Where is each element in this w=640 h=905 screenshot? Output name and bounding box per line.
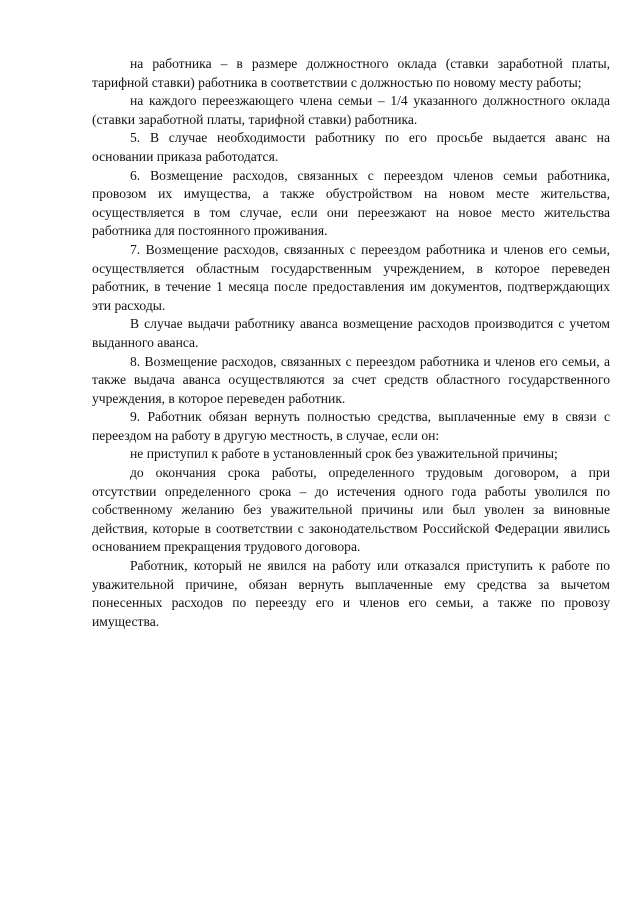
paragraph-condition-no-show: не приступил к работе в установленный срок без уважительной причины;: [130, 446, 558, 462]
paragraph-item-6: 6. Возмещение расходов, связанных с переездом членов семьи работника, провозом их имущества, а также обустройством на новом месте жительства, осуществляется в том случае, если они переезжают на новое место жительства работника для постоянного проживания.: [92, 167, 610, 239]
paragraph-relocation-employee: на работника – в размере должностного оклада (ставки заработной платы, тарифной ставки) работника в соответствии с должностью по новому месту работы;: [92, 56, 610, 90]
paragraph-condition-early-termination: до окончания срока работы, определенного трудовым договором, а при отсутствии определенного срока – до истечения одного года работы уволился по собственному желанию без уважительной причины или был уволен за виновные действия, которые в соответствии с законодательством Российской Федерации явились основанием прекращения трудового договора.: [92, 465, 610, 555]
document-body: [92, 55, 610, 631]
paragraph-item-9: 9. Работник обязан вернуть полностью средства, выплаченные ему в связи с переездом на работу в другую местность, в случае, если он:: [92, 409, 610, 443]
paragraph-item-8: 8. Возмещение расходов, связанных с переездом работника и членов его семьи, а также выдача аванса осуществляются за счет средств областного государственного учреждения, в которое переведен работник.: [92, 353, 610, 406]
paragraph-item-5: 5. В случае необходимости работнику по его просьбе выдается аванс на основании приказа работодатся.: [92, 130, 610, 164]
paragraph-item-7: 7. Возмещение расходов, связанных с переездом работника и членов его семьи, осуществляется областным государственным учреждением, в которое переведен работник, в течение 1 месяца после предоставления им документов, подтверждающих эти расходы.: [92, 241, 610, 313]
paragraph-advance-compensation: В случае выдачи работнику аванса возмещение расходов производится с учетом выданного аванса.: [92, 316, 610, 350]
paragraph-valid-reason-refund: Работник, который не явился на работу или отказался приступить к работе по уважительной причине, обязан вернуть выплаченные ему средства за вычетом понесенных расходов по переезду его и членов его семьи, а также по провозу имущества.: [92, 558, 610, 629]
paragraph-relocation-family-member: на каждого переезжающего члена семьи – 1/4 указанного должностного оклада (ставки заработной платы, тарифной ставки) работника.: [92, 93, 610, 127]
